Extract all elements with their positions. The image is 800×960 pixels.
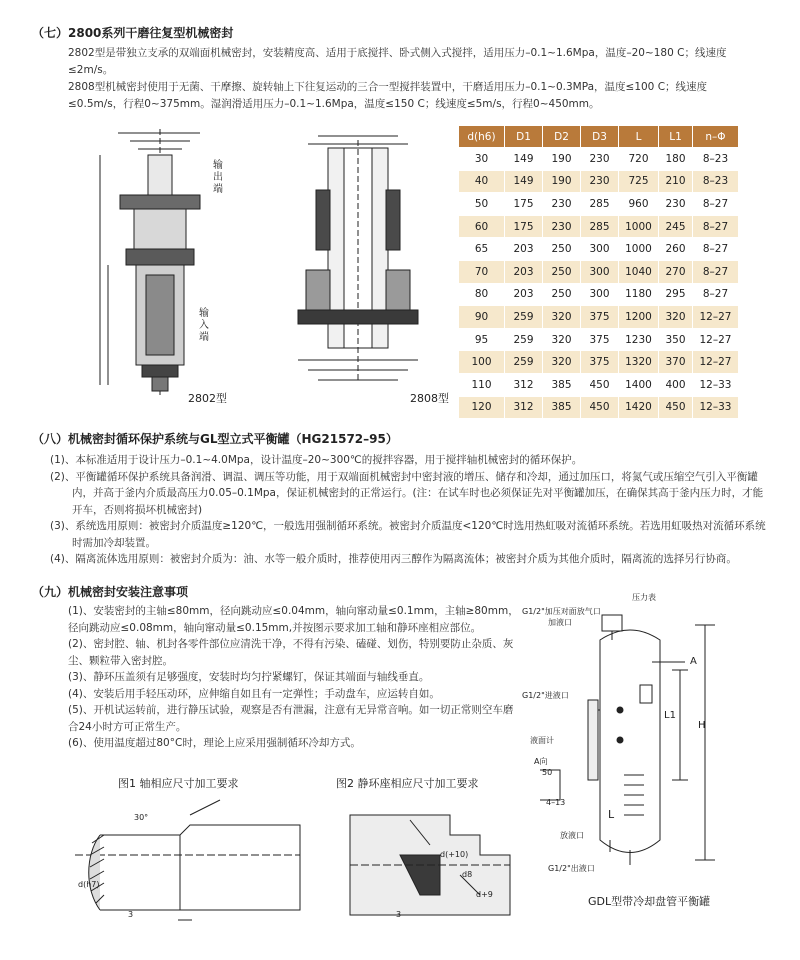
spec-table-cell: 250 [543, 260, 581, 283]
spec-table-row [459, 148, 739, 171]
tank-label-gauge: 压力表 [632, 593, 656, 602]
label-input-end: 输入端 [199, 308, 209, 343]
spec-table-cell: 960 [619, 193, 659, 216]
spec-table-cell: 300 [581, 260, 619, 283]
tank-dim-H: H [698, 720, 706, 731]
spec-table-cell: 1320 [619, 351, 659, 374]
spec-table-cell: 8–23 [693, 170, 739, 193]
section8-item: (3)、系统选用原则：被密封介质温度≥120℃，一般选用强制循环系统。被密封介质温度<120℃时选用热虹吸对流循环系统。若选用虹吸热对流循环系统时需加冷却装置。 [50, 520, 766, 549]
spec-table-cell: 1040 [619, 260, 659, 283]
spec-table-row [459, 306, 739, 329]
spec-table-cell: 203 [505, 260, 543, 283]
fig1-dim-3: 3 [128, 910, 134, 919]
spec-table-cell: 8–27 [693, 193, 739, 216]
spec-table-cell: 65 [459, 238, 505, 261]
spec-table-cell: 1420 [619, 396, 659, 419]
section9-item: (6)、使用温度超过80°C时，理论上应采用强制循环冷却方式。 [68, 737, 361, 749]
caption-2808: 2808型 [410, 392, 449, 405]
tank-label-4-13: 4–13 [546, 798, 566, 807]
fig1-caption: 图1 轴相应尺寸加工要求 [118, 777, 239, 790]
spec-table-cell: 312 [505, 373, 543, 396]
spec-table-cell: 450 [659, 396, 693, 419]
spec-table-cell: 90 [459, 306, 505, 329]
spec-table-cell: 1400 [619, 373, 659, 396]
spec-table-cell: 230 [581, 170, 619, 193]
section9-list [68, 603, 520, 752]
spec-table-cell: 375 [581, 351, 619, 374]
tank-label-level: 液面计 [530, 736, 554, 745]
spec-table-cell: 210 [659, 170, 693, 193]
tank-label-drain: 放液口 [560, 831, 584, 840]
spec-table-cell: 175 [505, 193, 543, 216]
caption-2802: 2802型 [188, 392, 227, 405]
col-header: n–Φ [693, 126, 739, 148]
spec-table-cell: 320 [543, 351, 581, 374]
fig2-dim-d8: d8 [462, 870, 473, 879]
spec-table-cell: 230 [659, 193, 693, 216]
spec-table-cell: 259 [505, 328, 543, 351]
tank-caption: GDL型带冷却盘管平衡罐 [588, 895, 711, 908]
spec-table-cell: 1230 [619, 328, 659, 351]
spec-table-cell: 375 [581, 306, 619, 329]
spec-table-cell: 1000 [619, 238, 659, 261]
fig1-dim-angle: 30° [134, 813, 149, 822]
fig1-dim-dh7: d(h7) [78, 880, 100, 889]
fig2-dim-d9: d+9 [476, 890, 493, 899]
label-output-end: 输出端 [213, 160, 223, 195]
tank-dim-L: L [608, 808, 615, 821]
col-header: D2 [543, 126, 581, 148]
section9-item: (2)、密封腔、轴、机封各零件部位应清洗干净，不得有污染、磕碰、划伤，特别要防止杂质、灰尘、颗粒带入密封腔。 [68, 638, 514, 667]
spec-table-row [459, 238, 739, 261]
spec-table-cell: 203 [505, 238, 543, 261]
spec-table-row [459, 193, 739, 216]
spec-table-cell: 12–33 [693, 396, 739, 419]
spec-table-cell: 1200 [619, 306, 659, 329]
section7-paragraph-2802: 2802型是带独立支承的双端面机械密封，安装精度高、适用于底搅拌、卧式侧入式搅拌，适用压力–0.1~1.6Mpa，温度–20~180 C；线速度≤2m/s。 [68, 47, 727, 76]
spec-table-cell: 30 [459, 148, 505, 171]
spec-table-cell: 1000 [619, 215, 659, 238]
spec-table-header-row [459, 126, 739, 148]
spec-table-cell: 149 [505, 148, 543, 171]
spec-table-cell: 8–27 [693, 283, 739, 306]
section9-item: (5)、开机试运转前，进行静压试验，观察是否有泄漏，注意有无异常音响。如一切正常则空车磨合24小时方可正常生产。 [68, 704, 514, 733]
tank-label-inlet-top-b: 加液口 [548, 618, 572, 627]
spec-table-cell: 190 [543, 148, 581, 171]
spec-table-cell: 230 [543, 215, 581, 238]
spec-table-cell: 400 [659, 373, 693, 396]
balance-tank-drawing [540, 590, 770, 890]
spec-table-row [459, 260, 739, 283]
tank-label-g-out: G1/2"出液口 [548, 864, 595, 873]
section7-paragraph-2808: 2808型机械密封使用于无菌、干摩擦、旋转轴上下往复运动的三合一型搅拌装置中，干磨适用压力–0.1~0.3MPa，温度≤100 C；线速度≤0.5m/s，行程0~375mm。湿润滑适用压力–0.1~1.6Mpa，温度≤150 C；线速度≤5m/s，行程0~450mm。 [68, 81, 708, 110]
tank-label-50: 50 [542, 768, 553, 777]
spec-table-row [459, 328, 739, 351]
spec-table-cell: 110 [459, 373, 505, 396]
spec-table-cell: 100 [459, 351, 505, 374]
section8-list [50, 452, 772, 568]
spec-table-cell: 230 [581, 148, 619, 171]
spec-table [458, 125, 739, 419]
spec-table-cell: 285 [581, 215, 619, 238]
spec-table-cell: 8–27 [693, 260, 739, 283]
spec-table-cell: 259 [505, 351, 543, 374]
spec-table-cell: 385 [543, 373, 581, 396]
section9-item: (4)、安装后用手轻压动环，应伸缩自如且有一定弹性；手动盘车，应运转自如。 [68, 687, 440, 700]
spec-table-cell: 190 [543, 170, 581, 193]
section8-title: （八）机械密封循环保护系统与GL型立式平衡罐（HG21572–95） [32, 432, 398, 446]
spec-table-cell: 295 [659, 283, 693, 306]
spec-table-row [459, 215, 739, 238]
fig2-caption: 图2 静环座相应尺寸加工要求 [336, 777, 479, 790]
spec-table-row [459, 283, 739, 306]
section9-item: (1)、安装密封的主轴≤80mm，径向跳动应≤0.04mm，轴向窜动量≤0.1mm，主轴≥80mm，径向跳动应≤0.08mm，轴向窜动量≤0.15mm,并按图示要求加工轴和静环座相应部位。 [68, 605, 519, 634]
fig2-dim-d10: d(+10) [440, 850, 469, 859]
seat-drawing [330, 795, 520, 925]
spec-table-cell: 300 [581, 238, 619, 261]
spec-table-cell: 259 [505, 306, 543, 329]
spec-table-cell: 385 [543, 396, 581, 419]
spec-table-cell: 180 [659, 148, 693, 171]
spec-table-row [459, 351, 739, 374]
spec-table-cell: 120 [459, 396, 505, 419]
spec-table-cell: 175 [505, 215, 543, 238]
spec-table-cell: 230 [543, 193, 581, 216]
spec-table-cell: 320 [659, 306, 693, 329]
spec-table-cell: 725 [619, 170, 659, 193]
spec-table-cell: 320 [543, 306, 581, 329]
col-header: L1 [659, 126, 693, 148]
spec-table-wrapper [458, 125, 739, 419]
col-header: L [619, 126, 659, 148]
tank-label-g-in: G1/2"进液口 [522, 691, 569, 700]
spec-table-cell: 203 [505, 283, 543, 306]
spec-table-cell: 50 [459, 193, 505, 216]
section9-title: （九）机械密封安装注意事项 [32, 585, 189, 599]
seal-2802-drawing [90, 125, 225, 405]
spec-table-cell: 12–27 [693, 328, 739, 351]
spec-table-cell: 250 [543, 283, 581, 306]
col-header: d(h6) [459, 126, 505, 148]
spec-table-cell: 12–33 [693, 373, 739, 396]
spec-table-cell: 245 [659, 215, 693, 238]
tank-dim-A: A [690, 656, 697, 667]
spec-table-cell: 149 [505, 170, 543, 193]
seal-2808-drawing [288, 130, 428, 395]
fig2-dim-3: 3 [396, 910, 402, 919]
spec-table-cell: 450 [581, 373, 619, 396]
tank-dim-L1: L1 [664, 710, 676, 721]
col-header: D1 [505, 126, 543, 148]
spec-table-cell: 720 [619, 148, 659, 171]
spec-table-row [459, 396, 739, 419]
spec-table-cell: 70 [459, 260, 505, 283]
section8-item: (4)、隔离流体选用原则：被密封介质为：油、水等一般介质时，推荐使用丙三醇作为隔离流体；被密封介质为其他介质时，隔离流的选择另行协商。 [50, 553, 737, 565]
shaft-drawing [60, 795, 310, 925]
spec-table-cell: 60 [459, 215, 505, 238]
col-header: D3 [581, 126, 619, 148]
spec-table-cell: 270 [659, 260, 693, 283]
spec-table-cell: 80 [459, 283, 505, 306]
spec-table-cell: 312 [505, 396, 543, 419]
spec-table-cell: 8–27 [693, 238, 739, 261]
spec-table-cell: 8–23 [693, 148, 739, 171]
spec-table-cell: 350 [659, 328, 693, 351]
spec-table-cell: 40 [459, 170, 505, 193]
spec-table-cell: 12–27 [693, 306, 739, 329]
section8-item: (1)、本标准适用于设计压力–0.1~4.0Mpa，设计温度–20~300℃的搅拌容器，用于搅拌轴机械密封的循环保护。 [50, 454, 583, 466]
section8-item: (2)、平衡罐循环保护系统具备润滑、调温、调压等功能，用于双端面机械密封中密封液的增压、储存和冷却，通过加压口，将氮气或压缩空气引入平衡罐内，并高于釜内介质最高压力0.05–0.1Mpa，保证机械密封的正常运行。(注：在试车时也必须保证先对平衡罐加压，在确保其高于釜内压力时，才能开车，否则将损坏机械密封) [50, 470, 764, 516]
spec-table-cell: 285 [581, 193, 619, 216]
tank-label-inlet-top-a: G1/2"加压对面放气口 [522, 607, 601, 616]
spec-table-cell: 8–27 [693, 215, 739, 238]
spec-table-cell: 375 [581, 328, 619, 351]
spec-table-cell: 260 [659, 238, 693, 261]
section7-title: （七）2800系列干磨往复型机械密封 [32, 26, 234, 40]
spec-table-cell: 12–27 [693, 351, 739, 374]
spec-table-cell: 300 [581, 283, 619, 306]
spec-table-row [459, 170, 739, 193]
spec-table-cell: 370 [659, 351, 693, 374]
section9-item: (3)、静环压盖须有足够强度，安装时均匀拧紧螺钉，保证其端面与轴线垂直。 [68, 671, 430, 683]
spec-table-cell: 95 [459, 328, 505, 351]
tank-label-a-view: A向 [534, 757, 548, 766]
spec-table-row [459, 373, 739, 396]
spec-table-cell: 250 [543, 238, 581, 261]
spec-table-cell: 1180 [619, 283, 659, 306]
spec-table-cell: 450 [581, 396, 619, 419]
spec-table-cell: 320 [543, 328, 581, 351]
